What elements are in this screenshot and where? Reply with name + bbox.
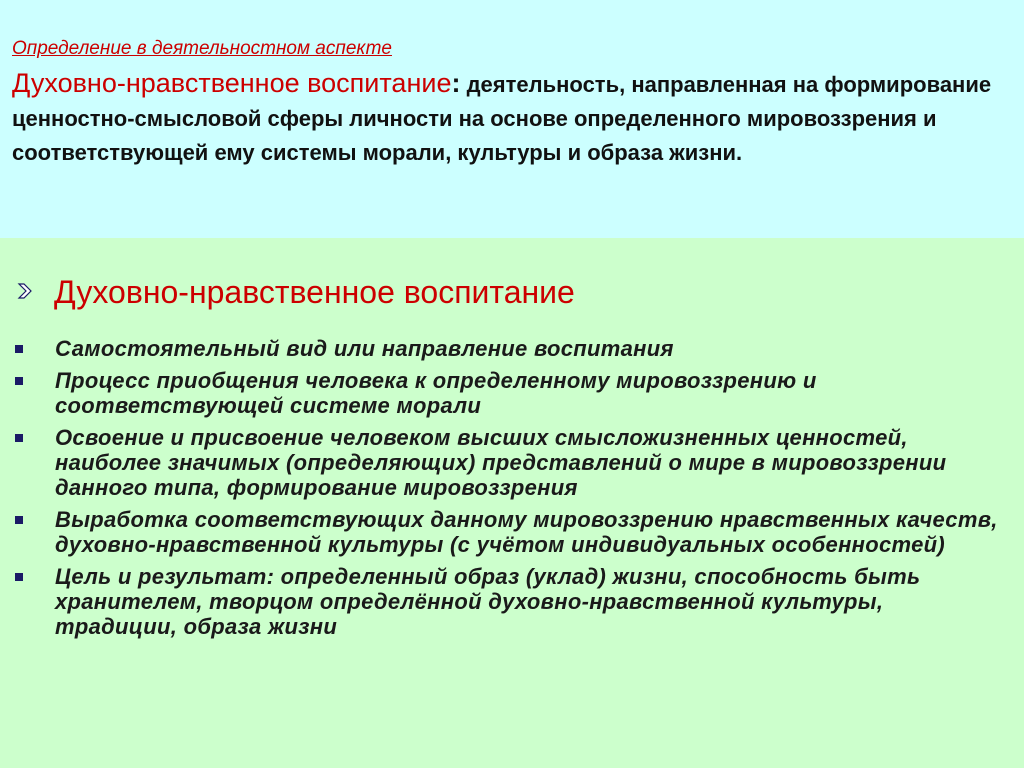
square-bullet-icon <box>15 434 23 442</box>
list-item <box>0 507 1010 557</box>
definition-subtitle: Определение в деятельностном аспекте <box>12 38 392 59</box>
section-heading: Духовно-нравственное воспитание <box>54 274 575 310</box>
list-item-text: Цель и результат: определенный образ (уклад) жизни, способность быть хранителем, творцом определённой духовно-нравственной культуры, традиции, образа жизни <box>55 564 921 639</box>
arrow-chevron-icon <box>16 282 34 300</box>
square-bullet-icon <box>15 377 23 385</box>
list-item <box>0 336 1010 361</box>
definition-text <box>12 66 1012 170</box>
list-item <box>0 425 1010 500</box>
square-bullet-icon <box>15 573 23 581</box>
square-bullet-icon <box>15 345 23 353</box>
definition-body: деятельность, направленная на формирование ценностно-смысловой сферы личности на основе определенного мировоззрения и соответствующей ему системы морали, культуры и образа жизни. <box>12 72 992 165</box>
list-item-text: Процесс приобщения человека к определенному мировоззрению и соответствующей системе морали <box>55 368 817 418</box>
square-bullet-icon <box>15 516 23 524</box>
bullet-list <box>0 336 1010 646</box>
definition-term: Духовно-нравственное воспитание <box>12 68 452 98</box>
list-item <box>0 368 1010 418</box>
list-item <box>0 564 1010 639</box>
definition-panel <box>0 0 1024 238</box>
definition-colon: : <box>451 68 461 98</box>
list-item-text: Освоение и присвоение человеком высших смысложизненных ценностей, наиболее значимых (определяющих) представлений о мире в мировоззрении данного типа, формирование мировоззрения <box>55 425 947 500</box>
list-item-text: Выработка соответствующих данному мировоззрению нравственных качеств, духовно-нравственной культуры (с учётом индивидуальных особенностей) <box>55 507 998 557</box>
list-item-text: Самостоятельный вид или направление воспитания <box>55 336 674 361</box>
